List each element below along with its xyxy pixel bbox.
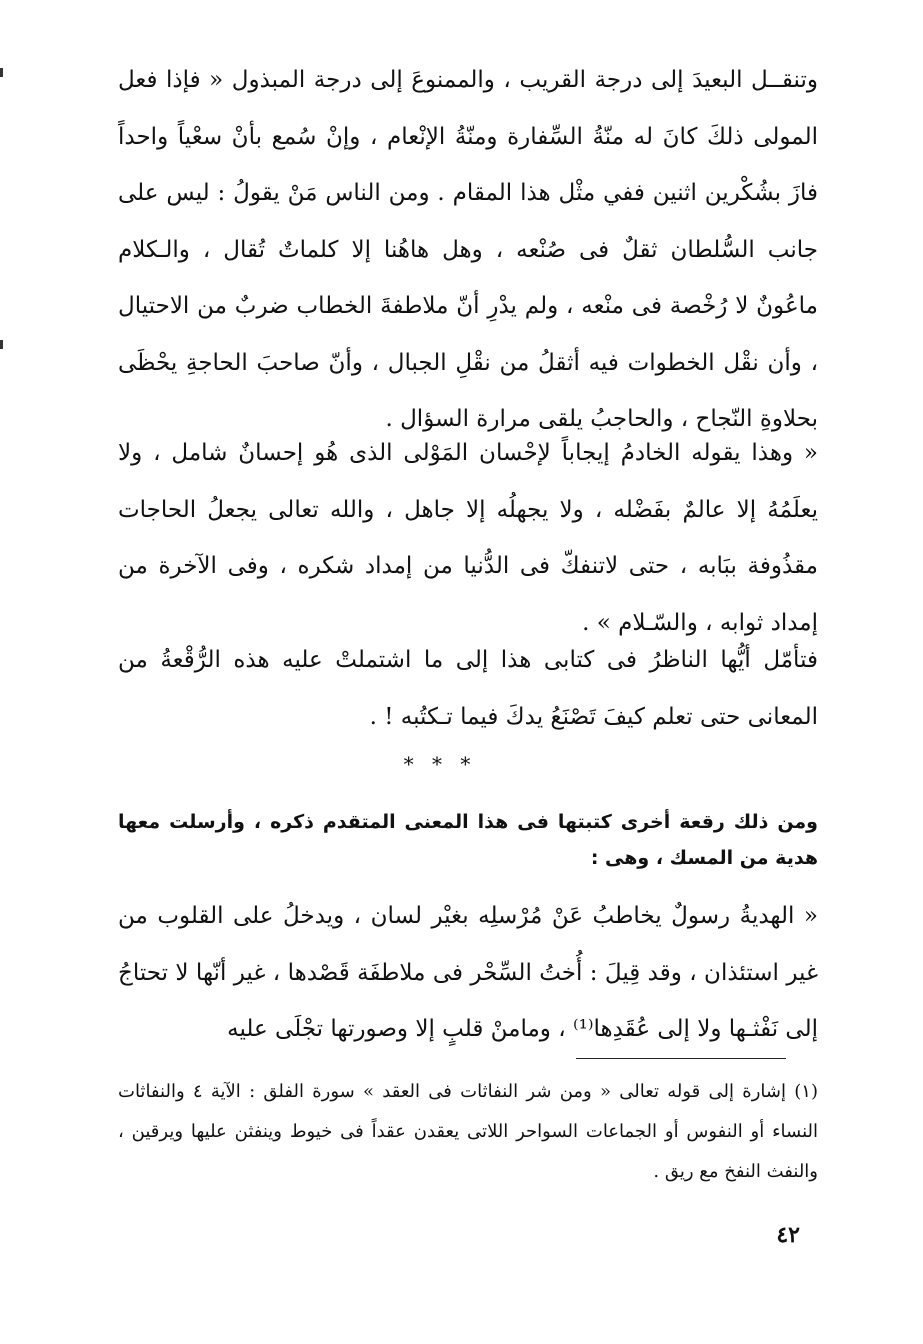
footnote-divider — [576, 1058, 786, 1059]
margin-mark-top — [0, 68, 3, 77]
section-heading: ومن ذلك رقعة أخرى كتبتها فى هذا المعنى المتقدم ذكره ، وأرسلت معها هدية من المسك ، وهى : — [118, 811, 818, 869]
margin-mark-middle — [0, 340, 3, 349]
body-paragraph-4: « الهديةُ رسولٌ يخاطبُ عَنْ مُرْسلِه بغيْر لسان ، ويدخلُ على القلوب من غير استئذان ، وقد قِيلَ : أُختُ السِّحْر فى ملاطفَة قَصْدها ، غير أنّها لا تحتاجُ إلى نَفْثـها ولا إلى عُقَدِها⁽¹⁾ ، ومامنْ قلبٍ إلا وصورتها تجْلَى عليه — [118, 903, 818, 1042]
section-separator: * * * — [403, 752, 477, 776]
page-number: ٤٢ — [776, 1222, 800, 1248]
body-paragraph-3: فتأمّل أيُّها الناظرُ فى كتابى هذا إلى ما اشتملتْ عليه هذه الرُّقْعةُ من المعانى حتى تعلم كيفَ تَصْنَعُ يدكَ فيما تـكتُبه ! . — [118, 647, 818, 730]
footnote: (١) إشارة إلى قوله تعالى « ومن شر النفاثات فى العقد » سورة الفلق : الآية ٤ والنفاثات النساء أو النفوس أو الجماعات السواحر اللاتى يعقدن عقداً فى خيوط وينفثن عليها ويرقين ، والنفث النفخ مع ريق . — [118, 1081, 818, 1182]
body-paragraph-2: « وهذا يقوله الخادمُ إيجاباً لإحْسان المَوْلى الذى هُو إحسانٌ شامل ، ولا يعلَمُهُ إلا عالمٌ بفَضْله ، ولا يجهلُه إلا جاهل ، والله تعالى يجعلُ الحاجات مقذُوفة ببَابه ، حتى لاتنفكّ فى الدُّنيا من إمداد شكره ، وفى الآخرة من إمداد ثوابه ، والسّـلام » . — [118, 440, 818, 636]
body-paragraph-1: وتنقــل البعيدَ إلى درجة القريب ، والممنوعَ إلى درجة المبذول « فإذا فعل المولى ذلكَ كانَ له منّةُ السِّفارة ومنّةُ الإنْعام ، وإنْ سُمع بأنْ سعْياً واحداً فازَ بشُكْرين اثنين ففي مثْل هذا المقام . ومن الناس مَنْ يقولُ : ليس على جانب السُّلطان ثقلٌ فى صُنْعه ، وهل هاهُنا إلا كلماتٌ تُقال ، والـكلام ماعُونٌ لا رُخْصة فى منْعه ، ولم يدْرِ أنّ ملاطفةَ الخطاب ضربٌ من الاحتيال ، وأن نقْل الخطوات فيه أثقلُ من نقْلِ الجبال ، وأنّ صاحبَ الحاجةِ يحْظَى بحلاوةِ النّجاح ، والحاجبُ يلقى مرارة السؤال . — [118, 67, 818, 432]
